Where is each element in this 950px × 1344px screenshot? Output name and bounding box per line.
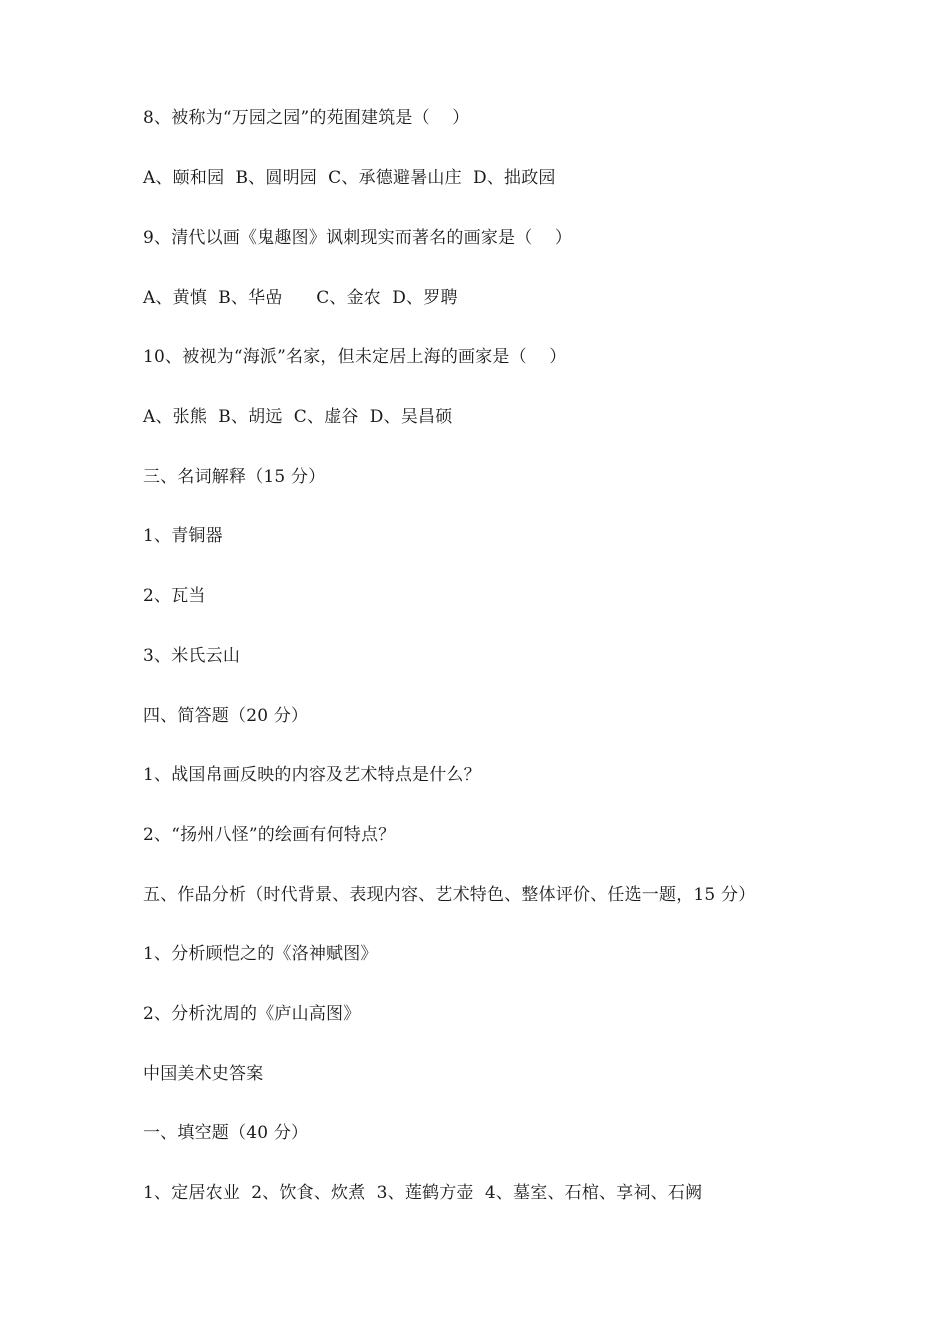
- short-answer-item-1: 1、战国帛画反映的内容及艺术特点是什么？: [143, 765, 481, 785]
- question-8-options: A、颐和园 B、圆明园 C、承德避暑山庄 D、拙政园: [143, 168, 556, 188]
- answer-fill-blank-1-4: 1、定居农业 2、饮食、炊煮 3、莲鹤方壶 4、墓室、石棺、享祠、石阙: [143, 1183, 703, 1203]
- section-heading-short-answer: 四、简答题（20 分）: [143, 706, 309, 726]
- question-10: 10、被视为“海派”名家，但未定居上海的画家是（ ）: [143, 347, 567, 367]
- term-item-3: 3、米氏云山: [143, 646, 241, 666]
- section-heading-work-analysis: 五、作品分析（时代背景、表现内容、艺术特色、整体评价、任选一题，15 分）: [143, 885, 756, 905]
- question-9-options: A、黄慎 B、华嵒 C、金农 D、罗聘: [143, 288, 458, 308]
- question-9: 9、清代以画《鬼趣图》讽刺现实而著名的画家是（ ）: [143, 228, 573, 248]
- answer-key-title: 中国美术史答案: [143, 1064, 264, 1084]
- question-10-options: A、张熊 B、胡远 C、虚谷 D、吴昌硕: [143, 407, 453, 427]
- term-item-2: 2、瓦当: [143, 586, 206, 606]
- section-heading-term-explanation: 三、名词解释（15 分）: [143, 467, 326, 487]
- answer-section-fill-blank: 一、填空题（40 分）: [143, 1123, 309, 1143]
- analysis-item-1: 1、分析顾恺之的《洛神赋图》: [143, 944, 378, 964]
- question-8: 8、被称为“万园之园”的苑囿建筑是（ ）: [143, 108, 470, 128]
- short-answer-item-2: 2、“扬州八怪”的绘画有何特点？: [143, 825, 396, 845]
- term-item-1: 1、青铜器: [143, 526, 223, 546]
- analysis-item-2: 2、分析沈周的《庐山高图》: [143, 1004, 361, 1024]
